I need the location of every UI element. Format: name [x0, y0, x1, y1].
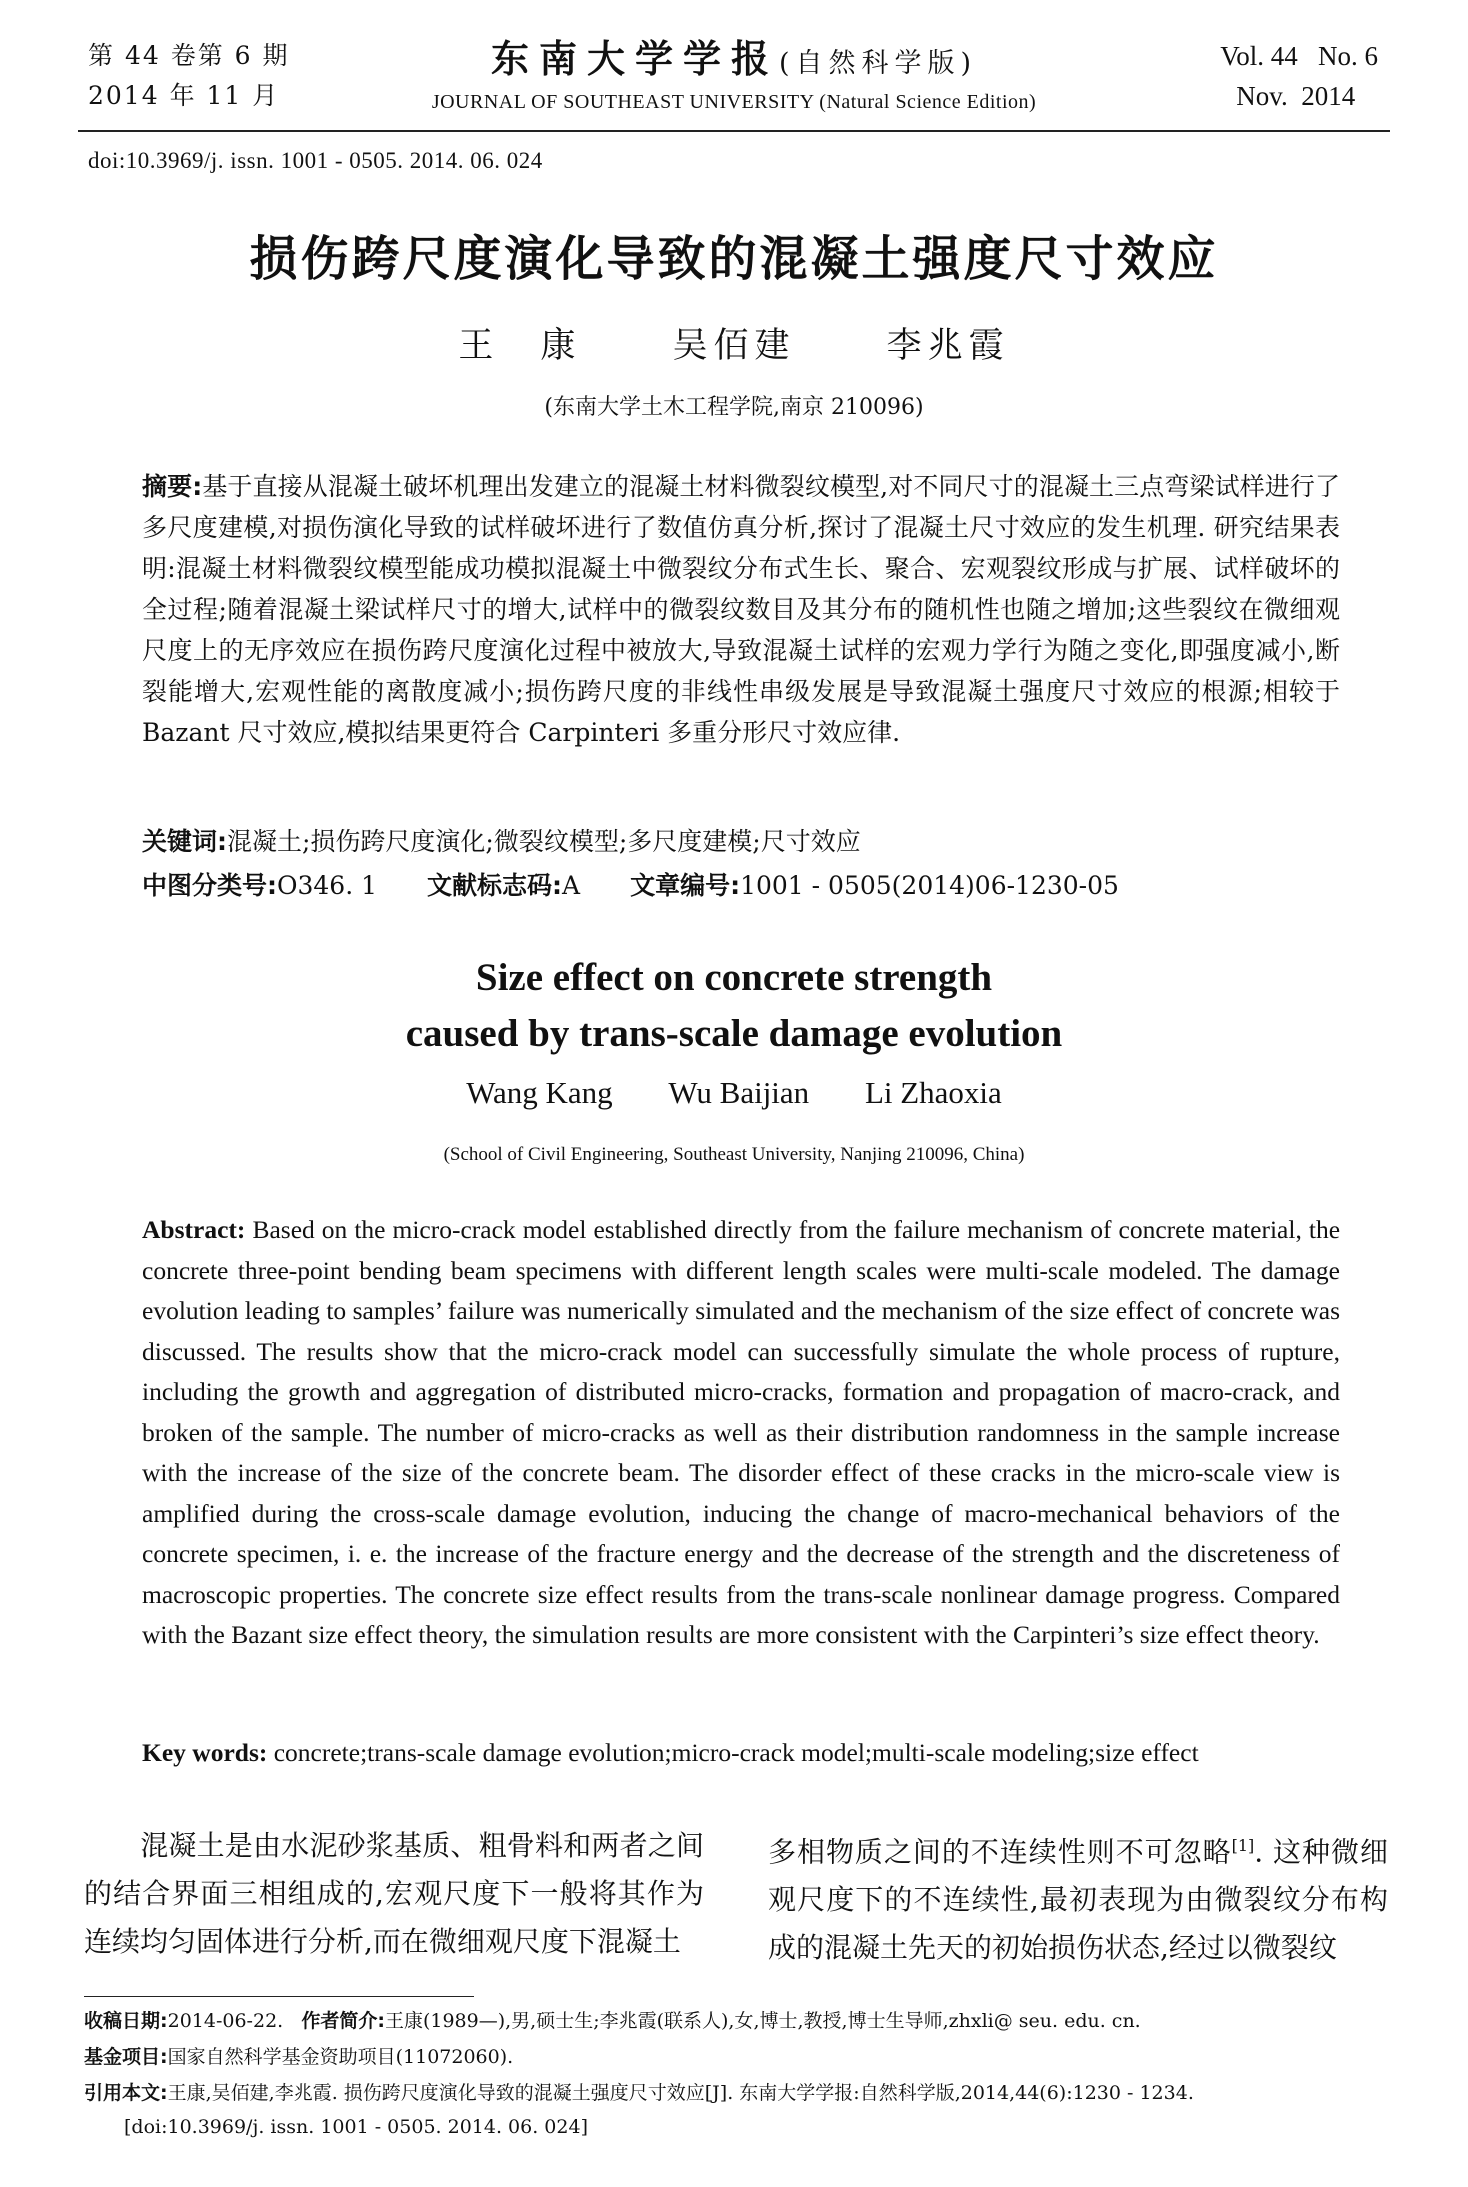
volume-number: Vol. 44 No. 6 [1220, 41, 1378, 71]
abstract-en-text: Based on the micro-crack model established directly from the failure mechanism of concrete material, the concrete three-point bending beam specimens with different length scales were multi-scale modeled. The damage evolution leading to samples’ failure was numerically simulated and the mechanism of the size effect of concrete was discussed. The results show that the micro-crack model can successfully simulate the whole process of rupture, including the growth and aggregation of distributed micro-cracks, formation and propagation of macro-crack, and broken of the sample. The number of micro-cracks as well as their distribution randomness in the sample increase with the increase of the size of the concrete beam. The disorder effect of these cracks in the micro-scale view is amplified during the cross-scale damage evolution, inducing the change of macro-mechanical behaviors of the concrete specimen, i. e. the increase of the fracture energy and the decrease of the strength and the discreteness of macroscopic properties. The concrete size effect results from the trans-scale nonlinear damage progress. Compared with the Bazant size effect theory, the simulation results are more consistent with the Carpinteri’s size effect theory. [142, 1215, 1341, 1649]
author-cn: 吴佰建 [672, 326, 796, 366]
title-cn: 损伤跨尺度演化导致的混凝土强度尺寸效应 [249, 231, 1219, 287]
journal-title-en: JOURNAL OF SOUTHEAST UNIVERSITY (Natural Science Edition) [431, 91, 1037, 113]
title-en-line-1: Size effect on concrete strength [475, 956, 993, 999]
clc-label: 中图分类号: [142, 871, 277, 900]
keywords-en-label: Key words: [142, 1738, 268, 1767]
footnote-citation [84, 2078, 1384, 2108]
abstract-cn-text: 基于直接从混凝土破坏机理出发建立的混凝土材料微裂纹模型,对不同尺寸的混凝土三点弯梁试样进行了多尺度建模,对损伤演化导致的试样破坏进行了数值仿真分析,探讨了混凝土尺寸效应的发生机理. 研究结果表明:混凝土材料微裂纹模型能成功模拟混凝土中微裂纹分布式生长、聚合、宏观裂纹形成与扩展、试样破坏的全过程;随着混凝土梁试样尺寸的增大,试样中的微裂纹数目及其分布的随机性也随之增加;这些裂纹在微细观尺度上的无序效应在损伤跨尺度演化过程中被放大,导致混凝土试样的宏观力学行为随之变化,即强度减小,断裂能增大,宏观性能的离散度减小;损伤跨尺度的非线性串级发展是导致混凝土强度尺寸效应的根源;相较于 Bazant 尺寸效应,模拟结果更符合 Carpinteri 多重分形尺寸效应律. [142, 472, 1341, 747]
body-right-text-2: . 这种微细观尺度下的不连续性,最初表现为由微裂纹分布构成的混凝土先天的初始损伤状态,经过以微裂纹 [768, 1835, 1388, 1965]
issue-number-cn: 第 44 卷第 6 期 [88, 41, 290, 70]
abstract-cn [142, 466, 1340, 753]
abstract-en-label: Abstract: [142, 1215, 246, 1244]
journal-name-cn: 东南大学学报 [490, 36, 779, 81]
doc-code-label: 文献标志码: [427, 871, 563, 900]
author-en: Wu Baijian [668, 1075, 810, 1110]
doc-code-value: A [562, 871, 581, 900]
cite-value: 王康,吴佰建,李兆霞. 损伤跨尺度演化导致的混凝土强度尺寸效应[J]. 东南大学学报:自然科学版,2014,44(6):1230 - 1234. [167, 2082, 1194, 2104]
issue-date-en: Nov. 2014 [1236, 81, 1356, 111]
journal-edition-cn: (自然科学版) [778, 48, 978, 79]
footnote-fund [84, 2042, 1384, 2072]
abstract-cn-label: 摘要: [142, 472, 203, 501]
body-column-left [84, 1822, 704, 1966]
author-en: Wang Kang [466, 1075, 613, 1110]
classification-line [142, 866, 1119, 902]
authors-cn [0, 318, 1468, 368]
author-cn: 李兆霞 [886, 326, 1010, 366]
article-no-label: 文章编号: [630, 871, 741, 900]
bio-label: 作者简介: [301, 2010, 385, 2032]
bio-value: 王康(1989—),男,硕士生;李兆霞(联系人),女,博士,教授,博士生导师,zhxli@ seu. edu. cn. [384, 2010, 1141, 2032]
article-no-value: 1001 - 0505(2014)06-1230-05 [740, 871, 1119, 900]
received-value: 2014-06-22. [167, 2010, 284, 2032]
header-rule [78, 130, 1390, 132]
body-left-text: 混凝土是由水泥砂浆基质、粗骨料和两者之间的结合界面三相组成的,宏观尺度下一般将其作为连续均匀固体进行分析,而在微细观尺度下混凝土 [84, 1829, 704, 1958]
title-en [0, 950, 1468, 1062]
cite-label: 引用本文: [84, 2082, 168, 2104]
received-label: 收稿日期: [84, 2010, 168, 2032]
authors-en [0, 1075, 1468, 1111]
affiliation-en: (School of Civil Engineering, Southeast University, Nanjing 210096, China) [443, 1144, 1025, 1165]
doi: doi:10.3969/j. issn. 1001 - 0505. 2014. 06. 024 [88, 148, 543, 173]
body-column-right [768, 1822, 1388, 1972]
fund-value: 国家自然科学基金资助项目(11072060). [167, 2046, 514, 2068]
footnote-rule [84, 1996, 474, 1997]
keywords-en [142, 1738, 1352, 1768]
clc-value: O346. 1 [277, 871, 378, 900]
footnote-citation-doi: [doi:10.3969/j. issn. 1001 - 0505. 2014. 06. 024] [124, 2116, 588, 2138]
abstract-en [142, 1210, 1340, 1656]
keywords-cn [142, 822, 861, 858]
reference-marker[interactable]: [1] [1231, 1836, 1255, 1855]
keywords-en-text: concrete;trans-scale damage evolution;micro-crack model;multi-scale modeling;size effect [273, 1738, 1199, 1767]
body-right-text-1: 多相物质之间的不连续性则不可忽略 [768, 1835, 1232, 1869]
keywords-cn-label: 关键词: [142, 827, 227, 856]
issue-date-cn: 2014 年 11 月 [88, 81, 280, 110]
author-cn: 王 康 [458, 326, 582, 366]
issue-info-en [1220, 36, 1378, 116]
keywords-cn-text: 混凝土;损伤跨尺度演化;微裂纹模型;多尺度建模;尺寸效应 [227, 827, 861, 856]
title-en-line-2: caused by trans-scale damage evolution [405, 1012, 1063, 1055]
affiliation-cn: (东南大学土木工程学院,南京 210096) [544, 395, 924, 420]
fund-label: 基金项目: [84, 2046, 168, 2068]
footnote-received [84, 2006, 1384, 2036]
author-en: Li Zhaoxia [864, 1075, 1002, 1110]
